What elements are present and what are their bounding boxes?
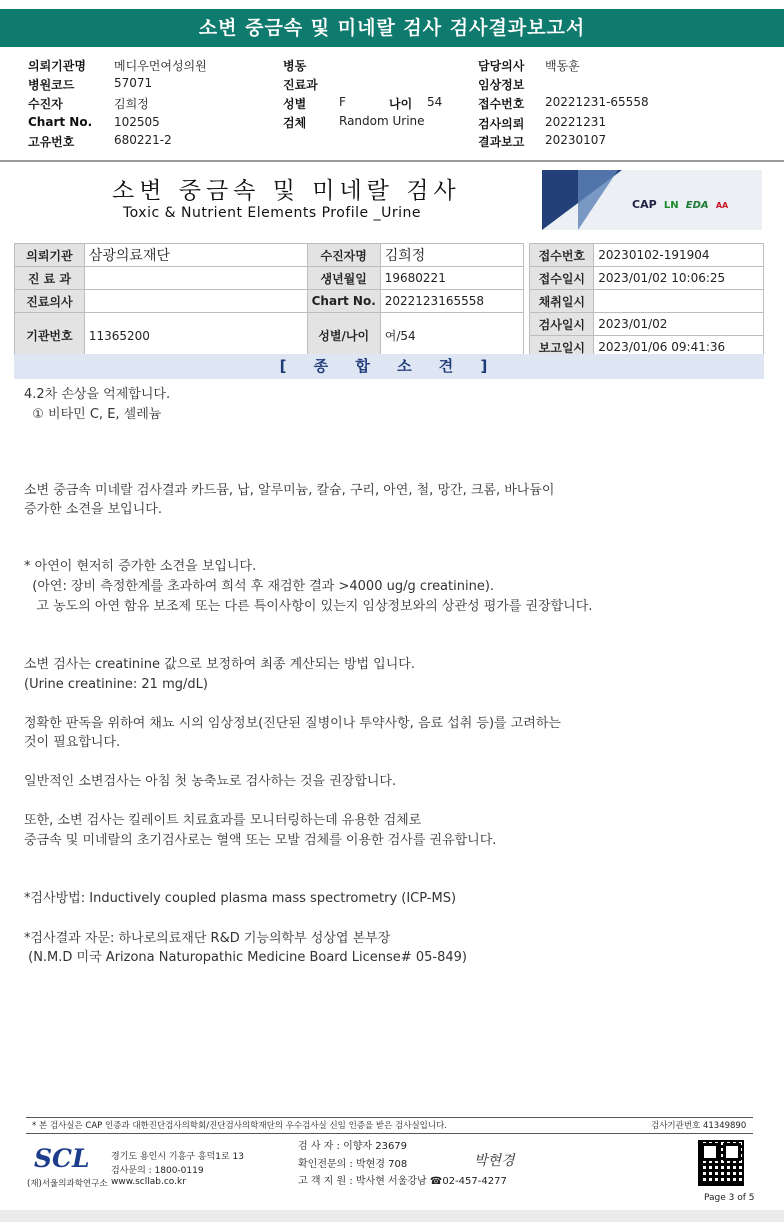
patient-value: 20230102-191904 [594, 244, 764, 267]
patient-label: 채취일시 [530, 290, 594, 313]
lab-address: 경기도 용인시 기흥구 흥덕1로 13 [111, 1152, 244, 1162]
divider [26, 1133, 753, 1134]
info-label: 담당의사 [478, 59, 525, 73]
patient-label: 진료의사 [15, 290, 85, 313]
summary-line: *검사방법: Inductively coupled plasma mass spectrometry (ICP-MS) [24, 891, 457, 906]
patient-value: 11365200 [84, 313, 307, 359]
info-value: Random Urine [339, 114, 425, 128]
report-title: 소변 중금속 및 미네랄 검사 검사결과보고서 [0, 9, 784, 47]
patient-value: 2022123165558 [380, 290, 524, 313]
patient-label: 기관번호 [15, 313, 85, 359]
patient-label: Chart No. [307, 290, 380, 313]
info-label: 결과보고 [478, 135, 525, 149]
patient-value: 김희정 [380, 244, 524, 267]
patient-value: 여/54 [380, 313, 524, 359]
info-label: 검체 [283, 116, 307, 130]
summary-line: (N.M.D 미국 Arizona Naturopathic Medicine Board License# 05-849) [24, 950, 467, 965]
aa-logo: AA [715, 201, 729, 210]
summary-line: 중금속 및 미네랄의 초기검사로는 혈액 또는 모발 검체를 이용한 검사를 권유합니다. [24, 833, 497, 848]
patient-label: 진 료 과 [15, 267, 85, 290]
info-label: 성별 [283, 97, 307, 111]
accreditation-notice: * 본 검사실은 CAP 인증과 대한진단검사의학회/진단검사의학재단의 우수검사실 신임 인증을 받은 검사실입니다. [32, 1121, 447, 1131]
table-row [15, 267, 764, 290]
summary-line: (Urine creatinine: 21 mg/dL) [24, 677, 208, 692]
scl-logo: SCL [34, 1144, 90, 1173]
summary-title: [ 종 합 소 견 ] [14, 354, 764, 379]
patient-value: 2023/01/02 [594, 313, 764, 336]
summary-line: 4.2차 손상을 억제합니다. [24, 387, 171, 402]
info-label: Chart No. [28, 115, 93, 129]
info-value: 김희정 [114, 97, 149, 111]
patient-info-table [14, 243, 764, 359]
summary-line: 소변 중금속 미네랄 검사결과 카드뮴, 납, 알루미늄, 칼슘, 구리, 아연, 철, 망간, 크롬, 바나듐이 [24, 483, 555, 498]
patient-value [84, 267, 307, 290]
patient-label: 검사일시 [530, 313, 594, 336]
info-value: 메디우먼여성의원 [114, 59, 207, 73]
summary-line: 소변 검사는 creatinine 값으로 보정하여 최종 계산되는 방법 입니다. [24, 657, 415, 672]
patient-value: 2023/01/02 10:06:25 [594, 267, 764, 290]
info-value: 54 [427, 95, 443, 109]
patient-label: 생년월일 [307, 267, 380, 290]
lab-website[interactable]: www.scllab.co.kr [111, 1177, 186, 1187]
summary-line: ① 비타민 C, E, 셀레늄 [24, 407, 162, 422]
summary-line: 일반적인 소변검사는 아침 첫 농축뇨로 검사하는 것을 권장합니다. [24, 774, 397, 789]
table-row [15, 244, 764, 267]
institution-number: 검사기관번호 41349890 [651, 1121, 747, 1131]
summary-line: 증가한 소견을 보입니다. [24, 502, 162, 517]
cap-logo: CAP [632, 198, 657, 211]
patient-value [594, 290, 764, 313]
summary-line: (아연: 장비 측정한계를 초과하여 희석 후 재검한 결과 >4000 ug/g creatinine). [24, 579, 495, 594]
patient-value [84, 290, 307, 313]
scl-name: (재)서울의과학연구소 [27, 1179, 108, 1189]
info-label: 고유번호 [28, 135, 75, 149]
page-bottom-margin [0, 1210, 784, 1222]
info-label: 의뢰기관명 [28, 59, 86, 73]
divider [26, 1117, 753, 1118]
patient-value: 19680221 [380, 267, 524, 290]
patient-label: 접수일시 [530, 267, 594, 290]
table-row [15, 290, 764, 313]
info-label: 수진자 [28, 97, 63, 111]
info-label: 임상정보 [478, 78, 525, 92]
summary-line: * 아연이 현저히 증가한 소견을 보입니다. [24, 559, 257, 574]
divider [0, 160, 784, 162]
summary-line: 정확한 판독을 위하여 채뇨 시의 임상정보(진단된 질병이나 투약사항, 음료 섭취 등)를 고려하는 [24, 716, 561, 731]
test-subtitle: Toxic & Nutrient Elements Profile _Urine [123, 205, 421, 221]
patient-label: 의뢰기관 [15, 244, 85, 267]
info-value: F [339, 95, 346, 109]
patient-label: 보고일시 [530, 336, 594, 359]
table-row [15, 313, 764, 336]
info-value: 백동훈 [545, 59, 580, 73]
accreditation-logo-panel [542, 170, 762, 230]
patient-label: 접수번호 [530, 244, 594, 267]
info-label: 병원코드 [28, 78, 75, 92]
info-label: 접수번호 [478, 97, 525, 111]
info-value: 680221-2 [114, 133, 172, 147]
tester: 검 사 자 : 이향자 23679 [298, 1141, 408, 1152]
customer-support: 고 객 지 원 : 박사현 서울강남 ☎02-457-4277 [298, 1176, 507, 1187]
qr-code-icon [698, 1140, 744, 1186]
info-label: 병동 [283, 59, 307, 73]
summary-line: 고 농도의 아연 함유 보조제 또는 다른 특이사항이 있는지 임상정보와의 상관성 평가를 권장합니다. [24, 599, 593, 614]
ln-logo: LN [663, 200, 679, 211]
summary-line: 것이 필요합니다. [24, 735, 121, 750]
patient-value: 삼광의료재단 [84, 244, 307, 267]
info-label: 진료과 [283, 78, 318, 92]
signature: 박현경 [474, 1153, 515, 1169]
info-value: 20230107 [545, 133, 607, 147]
info-value: 20221231 [545, 115, 607, 129]
info-label: 나이 [389, 97, 413, 111]
lab-phone: 검사문의 : 1800-0119 [111, 1166, 204, 1176]
patient-label: 성별/나이 [307, 313, 380, 359]
eda-logo: EDA [685, 200, 709, 211]
patient-label: 수진자명 [307, 244, 380, 267]
summary-line: 또한, 소변 검사는 킬레이트 치료효과를 모니터링하는데 유용한 검체로 [24, 813, 422, 828]
decorative-stripe [578, 170, 618, 230]
info-value: 57071 [114, 76, 153, 90]
info-label: 검사의뢰 [478, 117, 525, 131]
page-number: Page 3 of 5 [704, 1193, 755, 1203]
info-value: 20221231-65558 [545, 95, 649, 109]
patient-value: 2023/01/06 09:41:36 [594, 336, 764, 359]
report-info [0, 54, 784, 154]
summary-line: *검사결과 자문: 하나로의료재단 R&D 기능의학부 성상엽 본부장 [24, 931, 391, 946]
confirming-physician: 확인전문의 : 박현경 708 [298, 1159, 408, 1170]
test-header [26, 170, 762, 232]
accreditation-logos [632, 198, 732, 211]
info-value: 102505 [114, 115, 160, 129]
test-title: 소변 중금속 및 미네랄 검사 [112, 178, 461, 204]
